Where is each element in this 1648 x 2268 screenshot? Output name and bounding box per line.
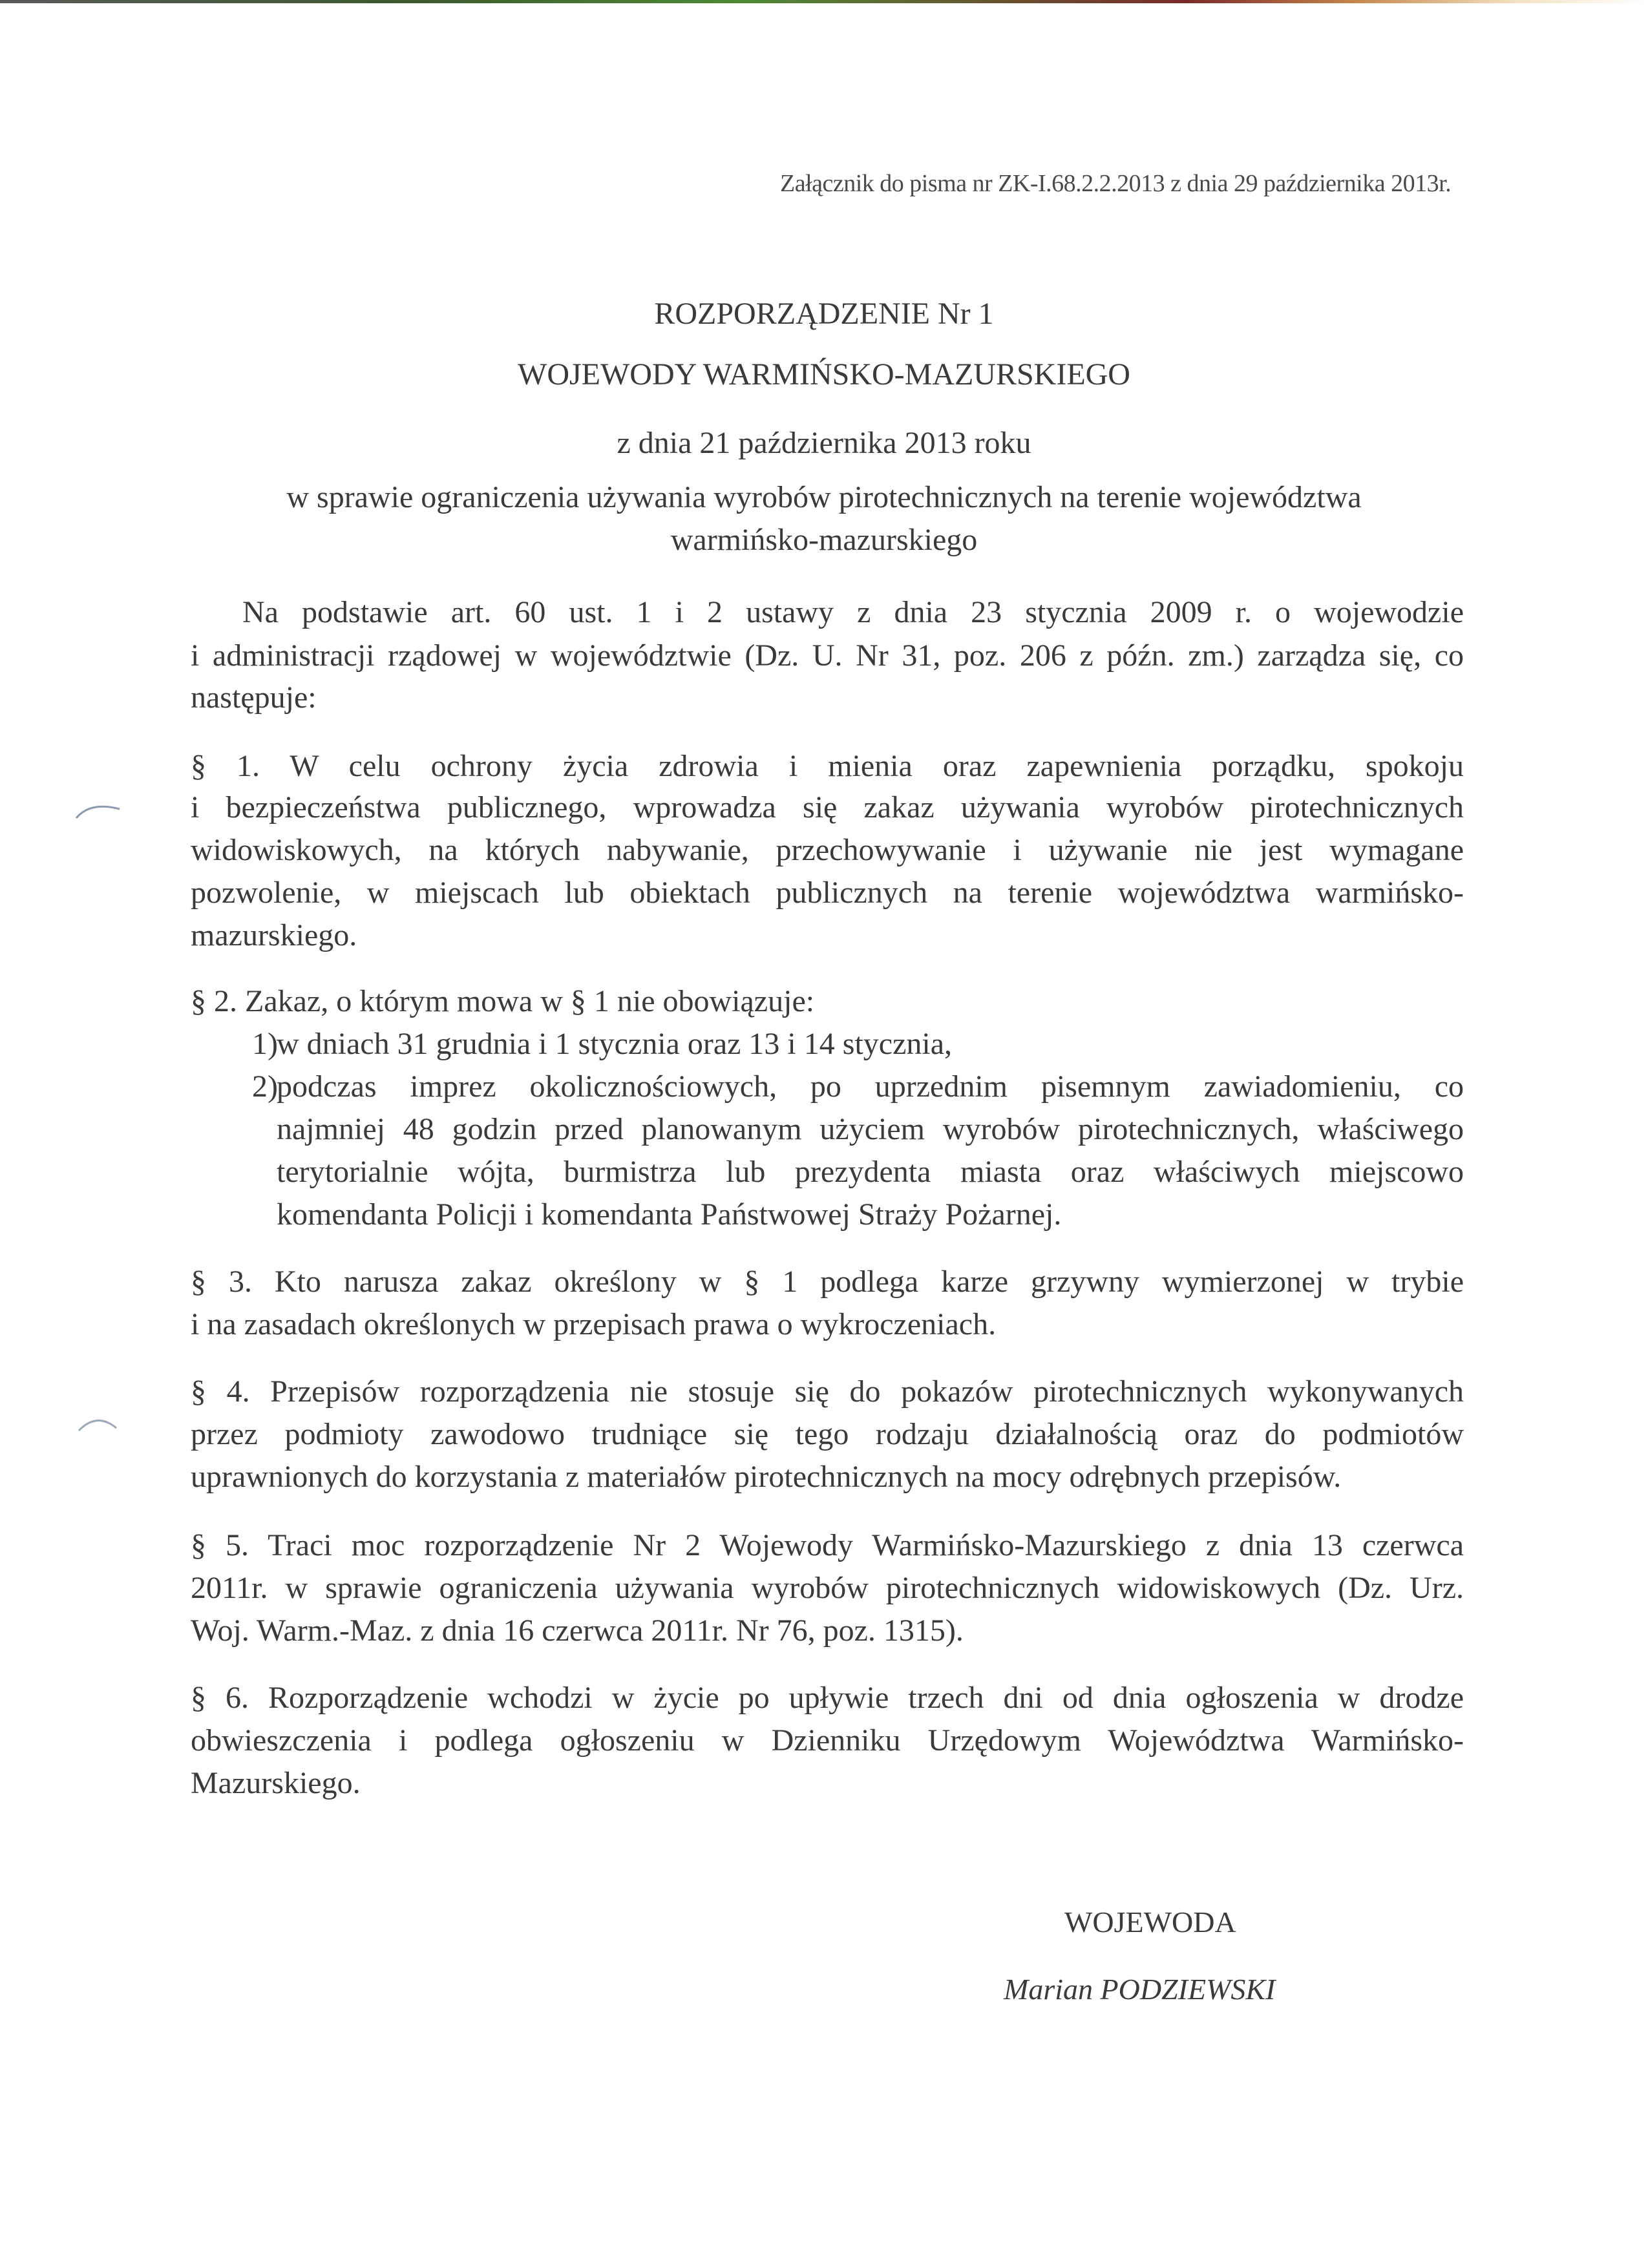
section-1-line: § 1. W celu ochrony życia zdrowia i mienia oraz zapewnienia porządku, spokoju bbox=[191, 749, 1464, 783]
list-item-line: podczas imprez okolicznościowych, po uprzednim pisemnym zawiadomieniu, co bbox=[277, 1069, 1464, 1104]
scan-edge-artifact bbox=[0, 0, 1648, 3]
signature-title: WOJEWODA bbox=[1064, 1906, 1236, 1938]
section-5-line: § 5. Traci moc rozporządzenie Nr 2 Wojewody Warmińsko-Mazurskiego z dnia 13 czerwca bbox=[191, 1528, 1464, 1562]
section-3-line: § 3. Kto narusza zakaz określony w § 1 podlega karze grzywny wymierzonej w trybie bbox=[191, 1265, 1464, 1299]
section-3-line: i na zasadach określonych w przepisach prawa o wykroczeniach. bbox=[191, 1307, 997, 1341]
section-6-line: Mazurskiego. bbox=[191, 1766, 361, 1800]
section-4-line: uprawnionych do korzystania z materiałów pirotechnicznych na mocy odrębnych przepisów. bbox=[191, 1460, 1342, 1494]
regulation-subject-line-1: w sprawie ograniczenia używania wyrobów pirotechnicznych na terenie województwa bbox=[286, 480, 1362, 514]
regulation-title: ROZPORZĄDZENIE Nr 1 bbox=[654, 297, 994, 331]
list-item-number: 2) bbox=[252, 1069, 278, 1104]
list-item-number: 1) bbox=[252, 1027, 278, 1061]
preamble-line: następuje: bbox=[191, 680, 317, 715]
list-item-line: najmniej 48 godzin przed planowanym użyciem wyrobów pirotechnicznych, właściwego bbox=[277, 1112, 1464, 1146]
annex-note: Załącznik do pisma nr ZK-I.68.2.2.2013 z dnia 29 października 2013r. bbox=[780, 170, 1452, 197]
list-item-line: komendanta Policji i komendanta Państwowej Straży Pożarnej. bbox=[277, 1197, 1062, 1232]
section-1-line: widowiskowych, na których nabywanie, przechowywanie i używanie nie jest wymagane bbox=[191, 833, 1464, 867]
section-1-line: i bezpieczeństwa publicznego, wprowadza się zakaz używania wyrobów pirotechnicznych bbox=[191, 790, 1464, 824]
regulation-issuer: WOJEWODY WARMIŃSKO-MAZURSKIEGO bbox=[518, 357, 1130, 392]
regulation-date: z dnia 21 października 2013 roku bbox=[617, 426, 1031, 460]
section-4-line: przez podmioty zawodowo trudniące się tego rodzaju działalnością oraz do podmiotów bbox=[191, 1417, 1464, 1451]
section-2-intro: § 2. Zakaz, o którym mowa w § 1 nie obowiązuje: bbox=[191, 984, 815, 1018]
section-5-line: Woj. Warm.-Maz. z dnia 16 czerwca 2011r. Nr 76, poz. 1315). bbox=[191, 1613, 964, 1648]
section-6-line: § 6. Rozporządzenie wchodzi w życie po upływie trzech dni od dnia ogłoszenia w drodze bbox=[191, 1681, 1464, 1715]
list-item-line: terytorialnie wójta, burmistrza lub prezydenta miasta oraz właściwych miejscowo bbox=[277, 1155, 1464, 1189]
section-1-line: mazurskiego. bbox=[191, 918, 357, 952]
punch-hole-mark bbox=[71, 1409, 129, 1434]
regulation-subject-line-2: warmińsko-mazurskiego bbox=[670, 523, 978, 557]
punch-hole-mark bbox=[65, 795, 129, 834]
section-6-line: obwieszczenia i podlega ogłoszeniu w Dzienniku Urzędowym Województwa Warmińsko- bbox=[191, 1723, 1464, 1758]
section-4-line: § 4. Przepisów rozporządzenia nie stosuje się do pokazów pirotechnicznych wykonywanych bbox=[191, 1374, 1464, 1409]
section-5-line: 2011r. w sprawie ograniczenia używania wyrobów pirotechnicznych widowiskowych (Dz. Urz. bbox=[191, 1571, 1464, 1605]
preamble-line: i administracji rządowej w województwie (Dz. U. Nr 31, poz. 206 z późn. zm.) zarządza się, co bbox=[191, 638, 1464, 673]
list-item-line: w dniach 31 grudnia i 1 stycznia oraz 13 i 14 stycznia, bbox=[277, 1027, 953, 1061]
section-1-line: pozwolenie, w miejscach lub obiektach publicznych na terenie województwa warmińsko- bbox=[191, 876, 1464, 910]
signature-name: Marian PODZIEWSKI bbox=[1004, 1973, 1276, 2006]
preamble-line: Na podstawie art. 60 ust. 1 i 2 ustawy z dnia 23 stycznia 2009 r. o wojewodzie bbox=[242, 595, 1464, 629]
